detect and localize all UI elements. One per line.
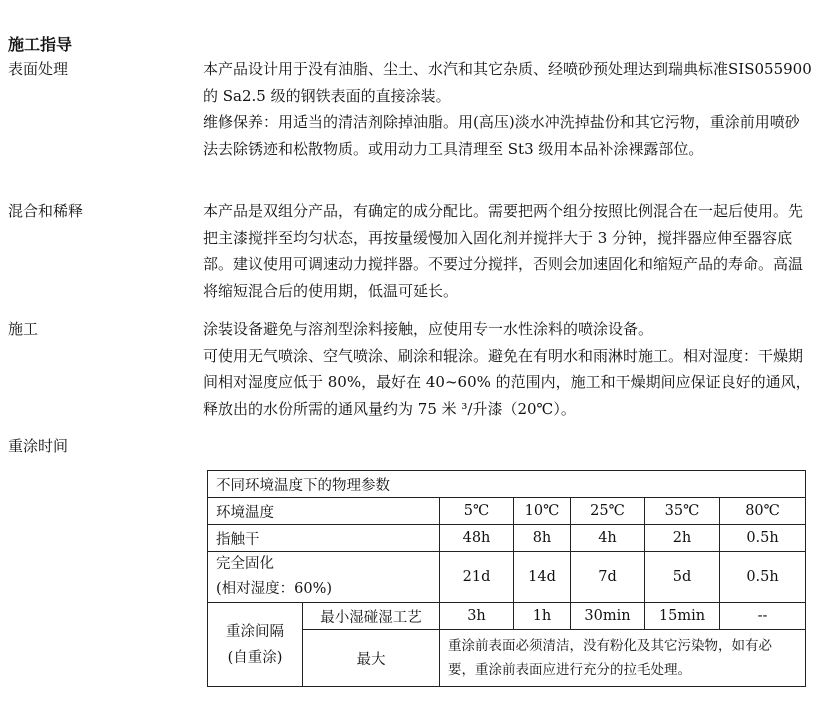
paragraph: 可使用无气喷涂、空气喷涂、刷涂和辊涂。避免在有明水和雨淋时施工。相对湿度：干燥期间相对湿度应低于 80%，最好在 40~60% 的范围内，施工和干燥期间应保证良好的通风，释放出的水份所需的通风量约为 75 米 ³/升漆（20℃）。 [203,346,811,418]
section-label-surface-prep: 表面处理 [8,60,69,78]
table-row [208,525,806,552]
table-row [208,603,806,630]
table-cell: 10℃ [514,498,571,525]
table-cell: 8h [514,525,571,552]
table-cell: 5℃ [440,498,514,525]
paragraph: 涂装设备避免与溶剂型涂料接触，应使用专一水性涂料的喷涂设备。 [203,320,654,338]
section-body-application [203,316,813,422]
table-cell: 25℃ [571,498,645,525]
table-cell: 48h [440,525,514,552]
paragraph: 本产品设计用于没有油脂、尘土、水汽和其它杂质、经喷砂预处理达到瑞典标准SIS055900 的 Sa2.5 级的钢铁表面的直接涂装。 [203,60,812,105]
row-label-sub: (相对湿度：60%) [216,581,333,597]
physical-parameters-table [207,470,806,687]
document-title: 施工指导 [8,35,73,54]
row-label-main: 重涂间隔 [226,623,284,640]
table-cell: 2h [645,525,720,552]
section-body-surface-prep [203,56,813,162]
table-cell: 0.5h [720,525,806,552]
table-cell: 14d [514,552,571,603]
table-cell: 5d [645,552,720,603]
table-caption-row [208,471,806,498]
table-caption: 不同环境温度下的物理参数 [208,471,806,498]
section-body-mixing [203,198,813,304]
recoat-max-note: 重涂前表面必须清洁，没有粉化及其它污染物，如有必要，重涂前表面应进行充分的拉毛处理。 [440,630,806,687]
table-cell: 15min [645,603,720,630]
table-cell: 1h [514,603,571,630]
table-cell: 7d [571,552,645,603]
row-label-main: 完全固化 [216,556,274,572]
table-cell: 4h [571,525,645,552]
table-cell: 3h [440,603,514,630]
sub-row-label: 最大 [303,630,440,687]
table-row [208,498,806,525]
sub-row-label: 最小湿碰湿工艺 [303,603,440,630]
table-cell: 0.5h [720,552,806,603]
section-label-application: 施工 [8,320,39,338]
table-cell: 30min [571,603,645,630]
row-label-sub: (自重涂) [227,649,283,666]
row-label: 环境温度 [208,498,440,525]
table-cell: 80℃ [720,498,806,525]
row-label [208,603,303,687]
row-label: 指触干 [208,525,440,552]
table-cell: 21d [440,552,514,603]
row-label [208,552,440,603]
section-label-mixing: 混合和稀释 [8,202,84,220]
table-row [208,552,806,603]
paragraph: 维修保养：用适当的清洁剂除掉油脂。用(高压)淡水冲洗掉盐份和其它污物，重涂前用喷砂法去除锈迹和松散物质。或用动力工具清理至 St3 级用本品补涂裸露部位。 [203,113,800,158]
table-cell: -- [720,603,806,630]
section-label-recoat-time: 重涂时间 [8,437,69,455]
paragraph: 本产品是双组分产品，有确定的成分配比。需要把两个组分按照比例混合在一起后使用。先把主漆搅拌至均匀状态，再按量缓慢加入固化剂并搅拌大于 3 分钟，搅拌器应伸至器容底部。建议使用可调速动力搅拌器。不要过分搅拌，否则会加速固化和缩短产品的寿命。高温将缩短混合后的使用期，低温可延长。 [203,202,804,300]
table-cell: 35℃ [645,498,720,525]
